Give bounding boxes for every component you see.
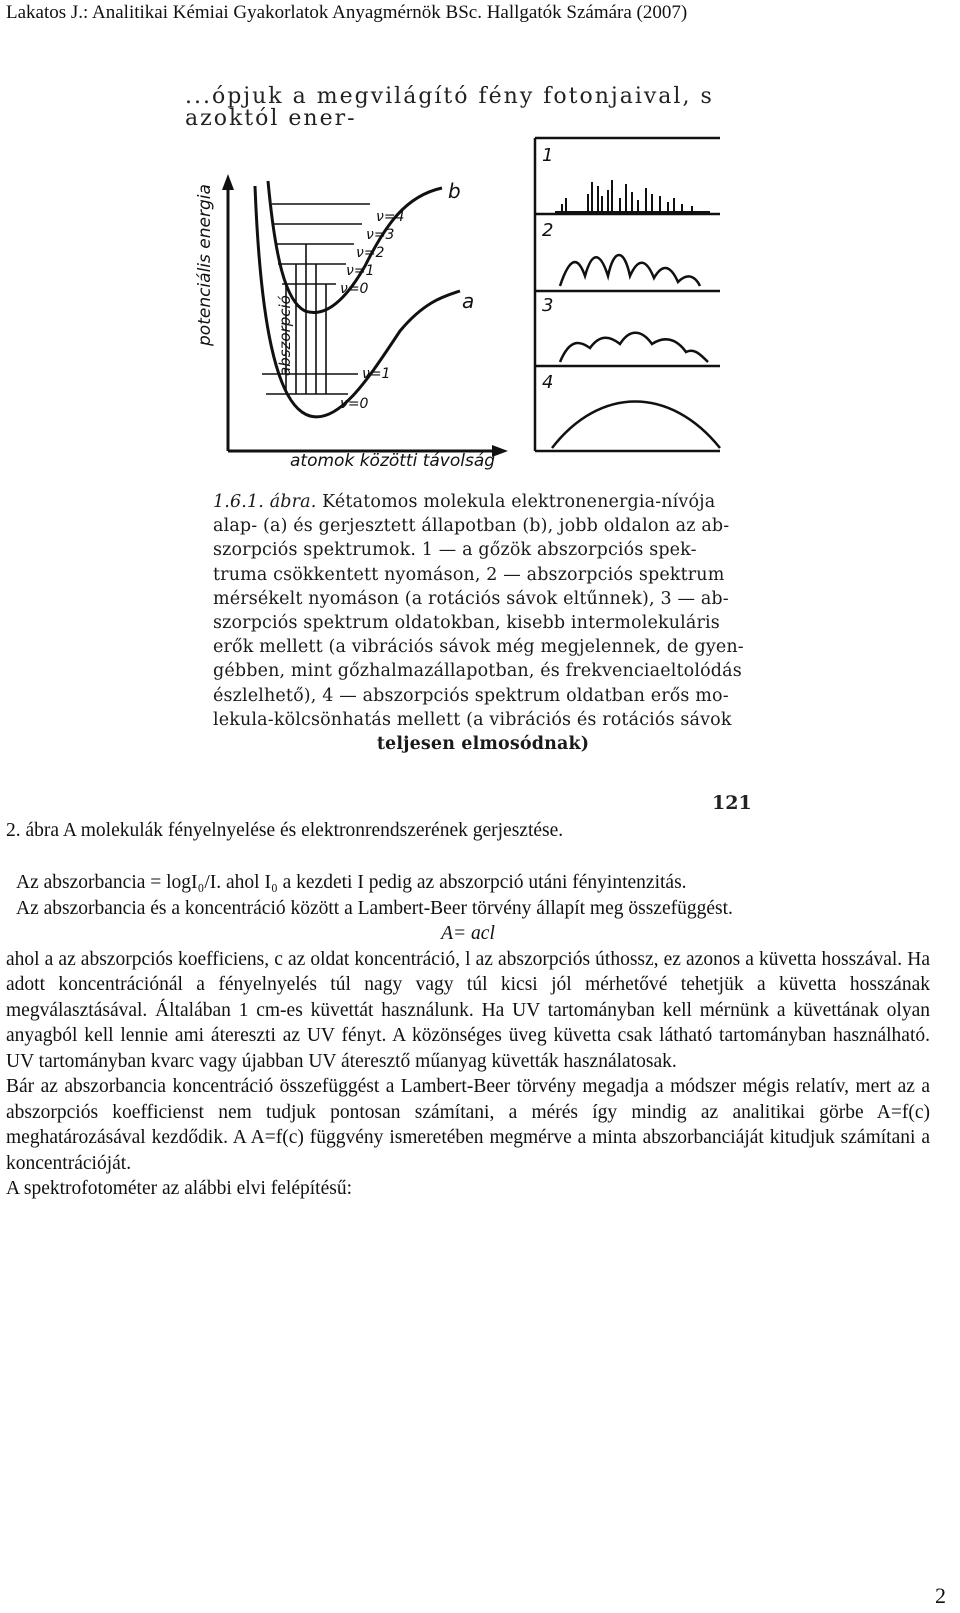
absorption-label: abszorpció — [276, 295, 294, 376]
formula: A= acl — [441, 923, 495, 944]
caption-line: szorpciós spektrum oldatokban, kisebb intermolekuláris — [213, 613, 720, 634]
caption-line: szorpciós spektrumok. 1 — a gőzök abszorpciós spek- — [213, 540, 697, 561]
paragraph: ahol a az abszorpciós koefficiens, c az oldat koncentráció, l az abszorpciós úthossz, ez azonos a küvetta hosszával. Ha adott koncentrációnál a fényelnyelés túl nagy vagy túl kicsi jól mérhetővé tehetjük a küvetta hosszának megválasztásával. Általában 1 cm-es küvettát használunk. Ha UV tartományban kell mérnünk a küvettának olyan anyagból kell lennie ami átereszti az UV fényt. A közönséges üveg küvetta csak látható tartományban használható. UV tartományban kvarc vagy újabban UV áteresztő műanyag küvetták használatosak. — [6, 948, 930, 1072]
level-label: ν=2 — [356, 245, 385, 261]
caption-line: mérsékelt nyomáson (a rotációs sávok eltűnnek), 3 — ab- — [213, 588, 729, 609]
energy-diagram-figure — [180, 86, 780, 486]
level-label: ν=4 — [376, 209, 405, 225]
page-header: Lakatos J.: Analitikai Kémiai Gyakorlatok Anyagmérnök BSc. Hallgatók Számára (2007) — [6, 2, 688, 23]
panel-label: 1 — [542, 145, 554, 166]
level-label: ν=1 — [346, 263, 375, 279]
paragraph: Bár az abszorbancia koncentráció összefüggést a Lambert-Beer törvény megadja a módszer mégis relatív, mert az a abszorpciós koefficienst nem tudjuk pontosan számítani, a mérés így mindig az analitikai görbe A=f(c) meghatározásával kezdődik. A A=f(c) függvény ismeretében megmérve a minta abszorbanciáját kitudjuk számítani a koncentrációját. — [6, 1076, 930, 1174]
scanned-cropped-text: ...ópjuk a megvilágító fény fotonjaival, s azoktól ener- — [185, 84, 714, 131]
panel-label: 4 — [542, 372, 554, 393]
caption-line: truma csökkentett nyomáson, 2 — abszorpciós spektrum — [213, 564, 725, 585]
curve-label-b: b — [448, 179, 461, 203]
panel-label: 2 — [542, 220, 554, 241]
spectrum-4 — [552, 402, 720, 449]
caption-line: lekula-kölcsönhatás mellett (a vibrációs és rotációs sávok — [213, 709, 732, 730]
energy-diagram-svg — [180, 86, 780, 486]
level-label: ν=3 — [366, 227, 395, 243]
caption-line: Kétatomos molekula elektronenergia-nívója — [322, 492, 716, 512]
caption-line: észlelhető), 4 — abszorpciós spektrum oldatban erős mo- — [213, 685, 729, 706]
curve-label-a: a — [462, 289, 475, 313]
panel-label: 3 — [542, 295, 554, 316]
spectrum-2 — [560, 255, 700, 286]
caption-label: 1.6.1. ábra. — [213, 492, 317, 512]
caption-line: alap- (a) és gerjesztett állapotban (b), jobb oldalon az ab- — [213, 516, 730, 537]
page-number: 2 — [935, 1583, 946, 1608]
spectrum-3 — [560, 333, 708, 362]
paragraph: Az abszorbancia és a koncentráció között a Lambert-Beer törvény állapít meg összefüggést. — [16, 897, 733, 919]
caption-line: erők mellett (a vibrációs sávok még megjelennek, de gyen- — [213, 637, 744, 658]
caption-line: gébben, mint gőzhalmazállapotban, és frekvenciaeltolódás — [213, 661, 742, 682]
paragraph: A spektrofotométer az alábbi elvi felépítésű: — [6, 1178, 353, 1199]
caption-line: teljesen elmosódnak) — [376, 734, 590, 755]
figure-caption: 2. ábra A molekulák fényelnyelése és elektronrendszerének gerjesztése. — [6, 820, 564, 841]
paragraph: Az abszorbancia = logI₀/I. ahol I₀ a kezdeti I pedig az abszorpció utáni fényintenzitás. — [16, 872, 687, 893]
book-page-number: 121 — [712, 792, 752, 814]
y-axis-arrow — [222, 174, 234, 190]
y-axis-label: potenciális energia — [195, 184, 215, 346]
level-label: ν=1 — [362, 366, 391, 382]
level-label: ν=0 — [340, 281, 369, 297]
book-figure-caption — [213, 490, 753, 756]
body-text — [6, 870, 930, 1202]
x-axis-label: atomok közötti távolság — [290, 451, 496, 471]
level-label: ν=0 — [340, 396, 369, 412]
